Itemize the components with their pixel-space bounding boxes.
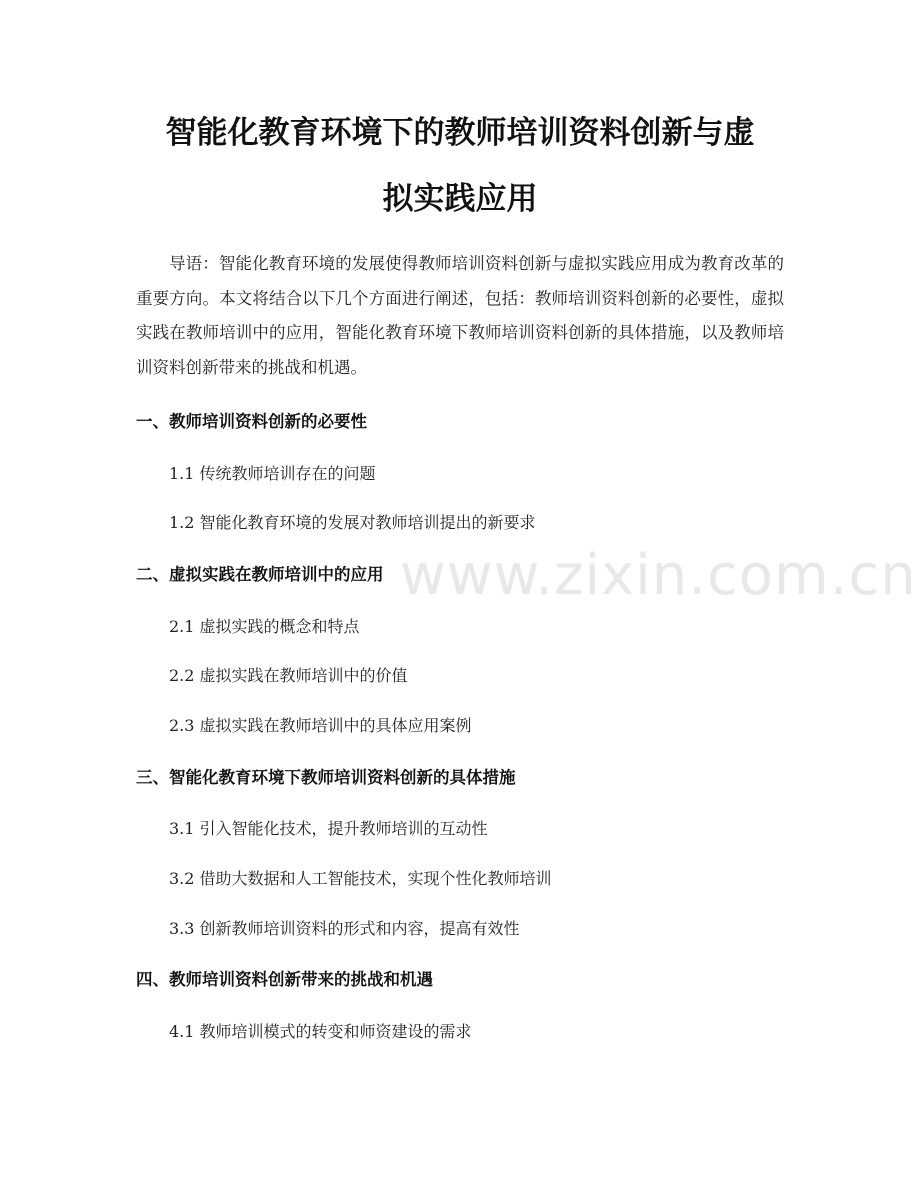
intro-paragraph: 导语：智能化教育环境的发展使得教师培训资料创新与虚拟实践应用成为教育改革的重要方向。本文将结合以下几个方面进行阐述，包括：教师培训资料创新的必要性，虚拟实践在教师培训中的应用，智能化教育环境下教师培训资料创新的具体措施，以及教师培训资料创新带来的挑战和机遇。 bbox=[136, 254, 784, 377]
document-title bbox=[120, 100, 800, 232]
section-item-1-2: 1.2 智能化教育环境的发展对教师培训提出的新要求 bbox=[169, 513, 536, 532]
section-item-1-1: 1.1 传统教师培训存在的问题 bbox=[169, 464, 376, 483]
title-line-1: 智能化教育环境下的教师培训资料创新与虚 bbox=[165, 115, 755, 151]
section-item-3-3: 3.3 创新教师培训资料的形式和内容，提高有效性 bbox=[169, 919, 520, 938]
section-heading-2: 二、虚拟实践在教师培训中的应用 bbox=[136, 565, 384, 584]
section-item-2-3: 2.3 虚拟实践在教师培训中的具体应用案例 bbox=[169, 716, 472, 735]
section-item-3-2: 3.2 借助大数据和人工智能技术，实现个性化教师培训 bbox=[169, 869, 552, 888]
watermark: www.zixin.com.cn bbox=[400, 543, 917, 608]
section-heading-1: 一、教师培训资料创新的必要性 bbox=[136, 412, 367, 431]
title-line-2: 拟实践应用 bbox=[382, 181, 538, 217]
section-item-2-1: 2.1 虚拟实践的概念和特点 bbox=[169, 617, 360, 636]
section-item-4-1: 4.1 教师培训模式的转变和师资建设的需求 bbox=[169, 1022, 472, 1041]
section-heading-4: 四、教师培训资料创新带来的挑战和机遇 bbox=[136, 970, 433, 989]
section-item-3-1: 3.1 引入智能化技术，提升教师培训的互动性 bbox=[169, 819, 488, 838]
section-item-2-2: 2.2 虚拟实践在教师培训中的价值 bbox=[169, 666, 408, 685]
section-heading-3: 三、智能化教育环境下教师培训资料创新的具体措施 bbox=[136, 768, 516, 787]
